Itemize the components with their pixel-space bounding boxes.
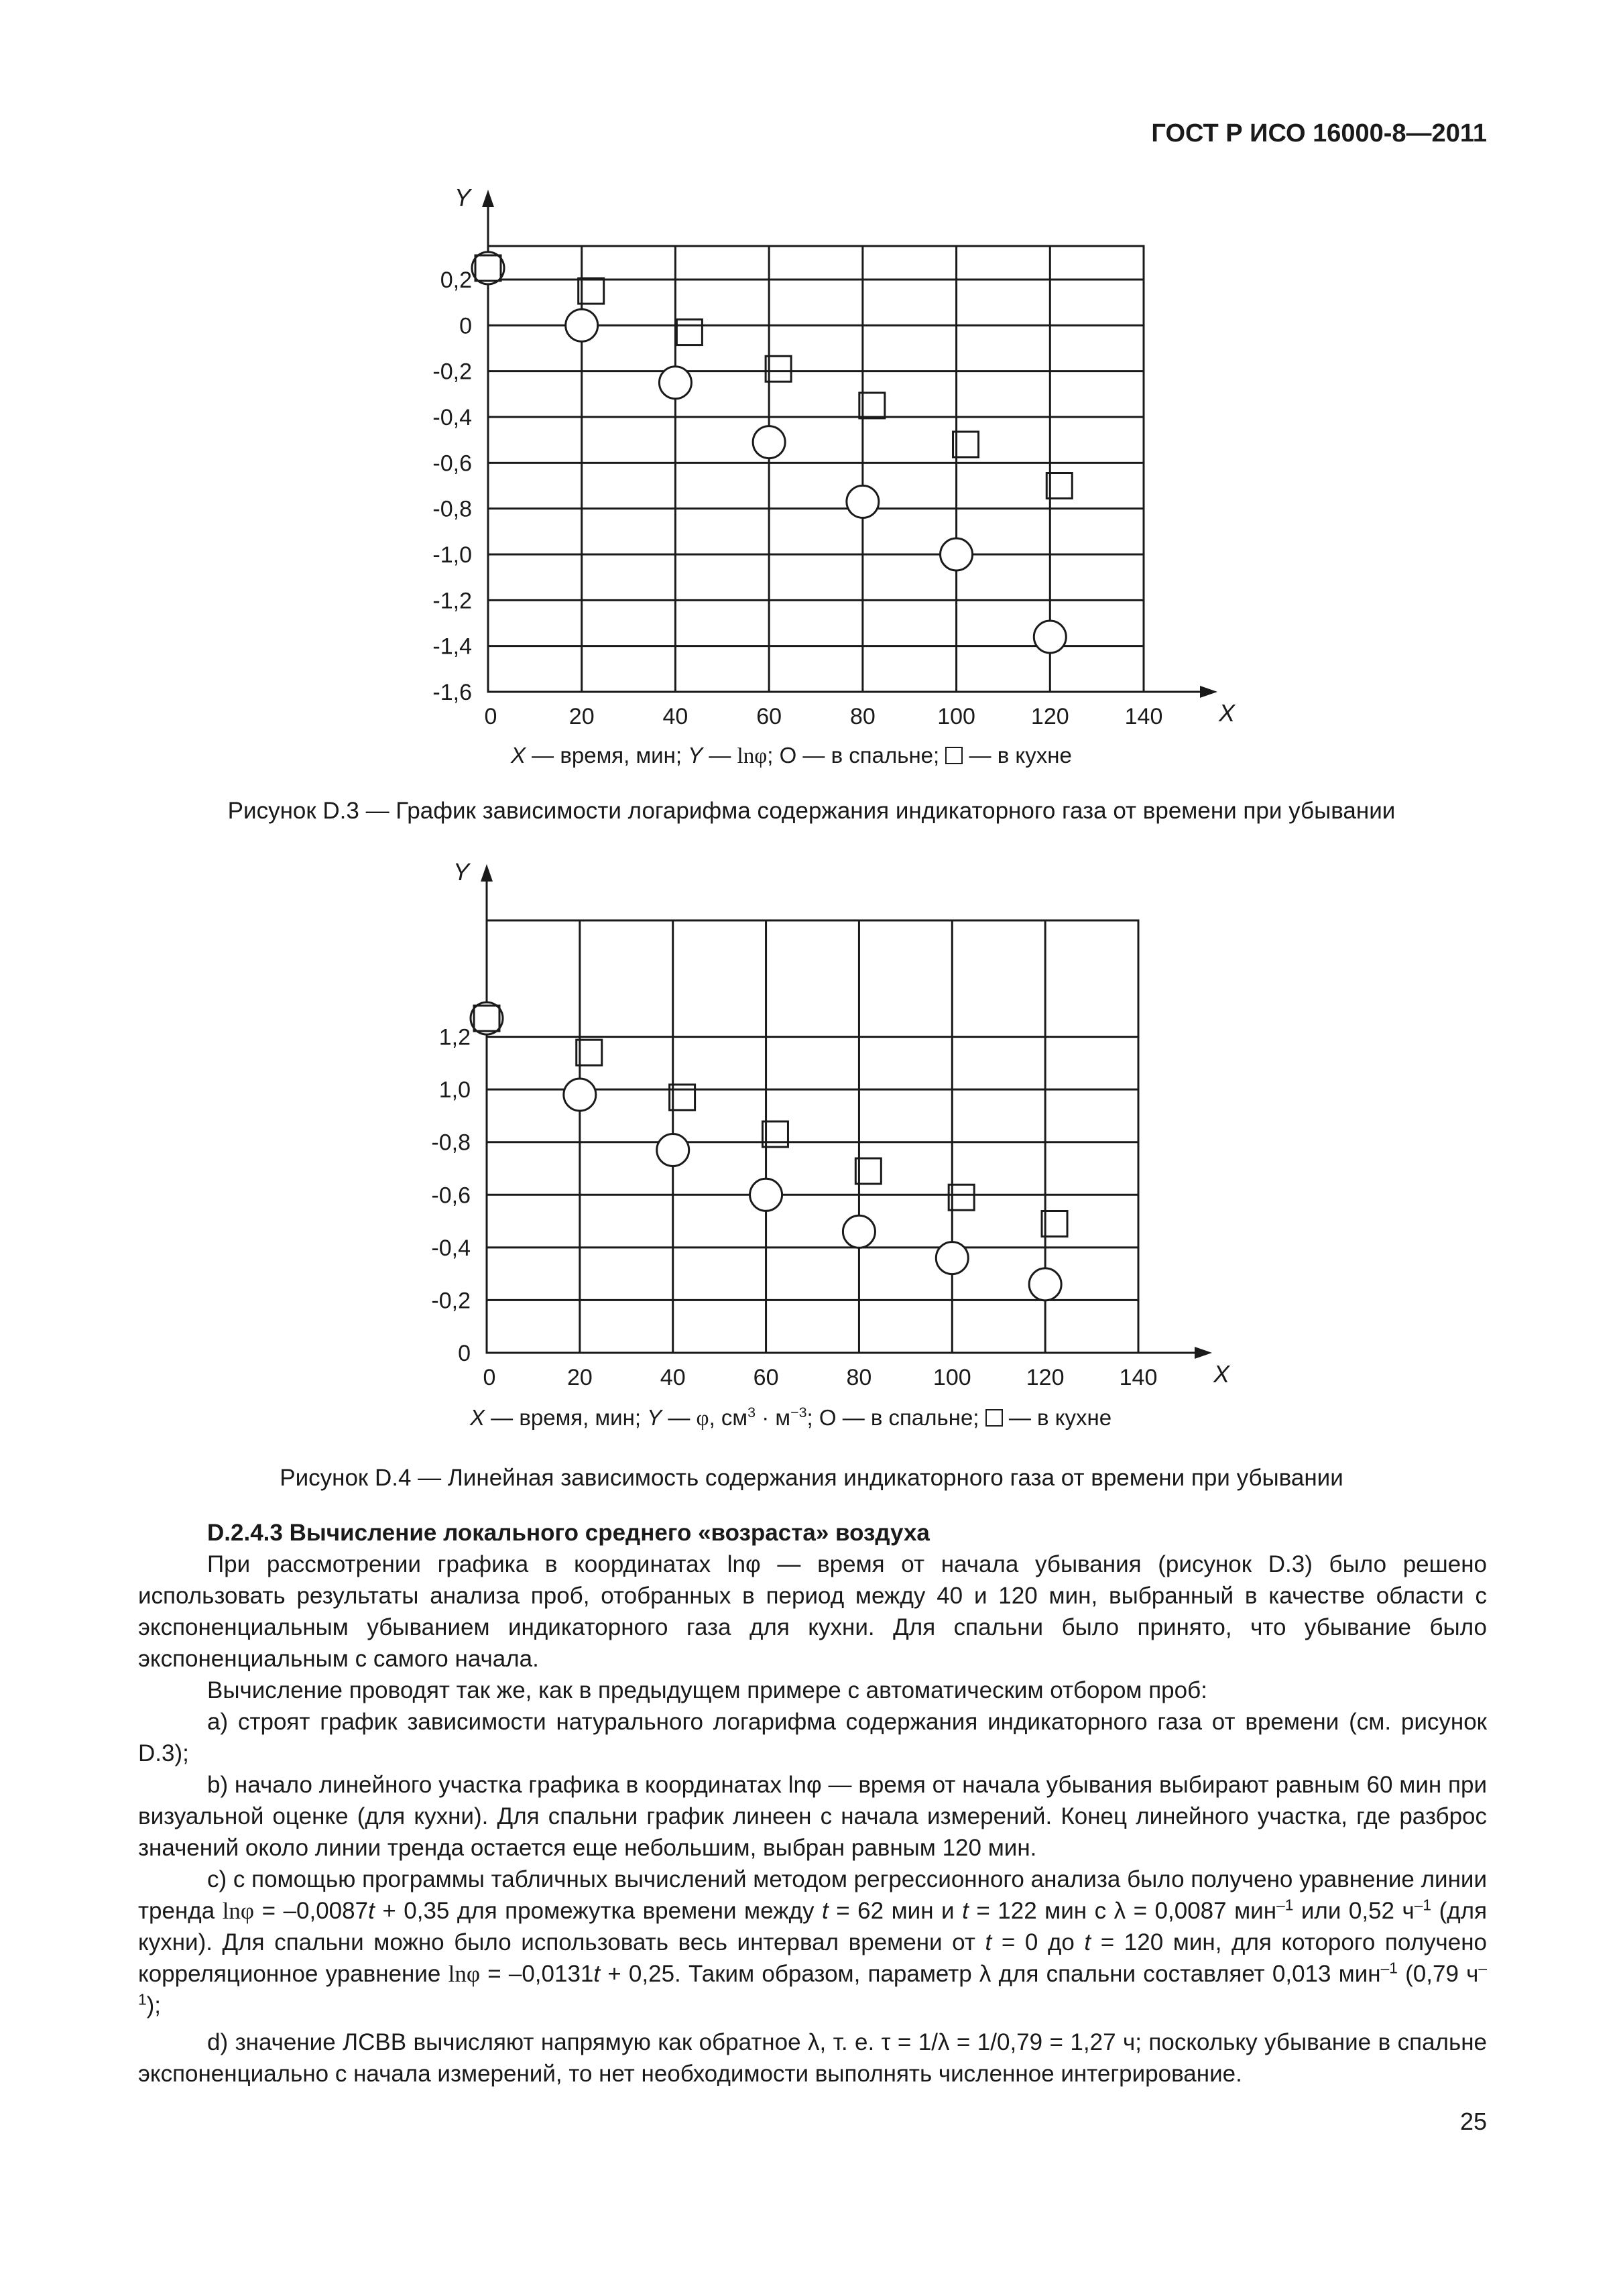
section-title: D.2.4.3 Вычисление локального среднего «возраста» воздуха [207, 1520, 930, 1546]
figure-d3-caption: Рисунок D.3 — График зависимости логарифма содержания индикаторного газа от времени при убывании [227, 798, 1396, 824]
legend-series1: ; О — в спальне; [806, 1405, 985, 1430]
x-tick-label: 120 [1030, 704, 1069, 729]
data-point-circle [657, 1134, 689, 1166]
x-tick-label: 20 [568, 704, 595, 729]
data-point-circle [753, 426, 785, 459]
paragraph-6: d) значение ЛСВВ вычисляют напрямую как обратное λ, т. е. τ = 1/λ = 1/0,79 = 1,27 ч; поскольку убывание в спальне экспоненциально с начала измерений, то нет необходимости выполнять численное интегрирование. [138, 2029, 1487, 2087]
document-header: ГОСТ Р ИСО 16000-8—2011 [1151, 119, 1487, 147]
p5-text: (0,79 ч [1397, 1961, 1479, 1987]
paragraph-3: a) строят график зависимости натурального логарифма содержания индикаторного газа от времени (см. рисунок D.3); [138, 1709, 1487, 1766]
data-point-circle [941, 538, 973, 570]
x-axis-label: X [1213, 1360, 1230, 1388]
x-tick-label: 80 [849, 704, 876, 729]
legend-x-desc: — время, мин; [526, 743, 688, 768]
x-tick-label: 100 [933, 1365, 971, 1390]
x-tick-label: 0 [484, 704, 497, 729]
p5-text: = –0,0087 [254, 1898, 369, 1924]
data-point-circle [564, 1079, 596, 1111]
data-point-circle [566, 309, 598, 341]
legend-x-name: X [470, 1405, 485, 1430]
legend-sup-1: 3 [747, 1404, 756, 1421]
legend-series2: — в кухне [1002, 1405, 1112, 1430]
p5-text: = 62 мин и [828, 1898, 963, 1924]
legend-y-quantity: lnφ [737, 744, 768, 768]
data-point-circle [750, 1179, 782, 1211]
p5-text: = 122 мин с λ = 0,0087 мин [968, 1898, 1277, 1924]
p5-sup: –1 [138, 1959, 1487, 2008]
x-tick-label: 40 [660, 1365, 686, 1390]
data-point-circle [1029, 1268, 1061, 1301]
legend-x-desc: — время, мин; [485, 1405, 648, 1430]
paragraph-2: Вычисление проводят так же, как в предыдущем примере с автоматическим отбором проб: [207, 1677, 1207, 1703]
legend-y-desc: — [703, 743, 737, 768]
y-axis-arrow [482, 190, 494, 207]
x-axis-arrow [1195, 1347, 1212, 1359]
x-axis-arrow [1200, 686, 1217, 698]
figure-d4-chart [0, 838, 1623, 1428]
section-d243 [138, 1517, 1487, 2090]
y-tick-label: -0,6 [431, 1183, 471, 1209]
page-number: 25 [1459, 2108, 1487, 2135]
y-tick-label: -0,4 [432, 405, 472, 430]
x-tick-label: 140 [1124, 704, 1163, 729]
paragraph-1: При рассмотрении графика в координатах lnφ — время от начала убывания (рисунок D.3) было решено использовать результаты анализа проб, отобранных в период между 40 и 120 мин, выбранный в качестве области с экспоненциальным убыванием индикаторного газа для кухни. Для спальни было принято, что убывание было экспоненциальным с самого начала. [138, 1551, 1487, 1672]
paragraph-5 [138, 1864, 1487, 2021]
p5-text: = 0 до [991, 1929, 1085, 1955]
data-point-circle [471, 1002, 503, 1034]
x-tick-label: 60 [756, 704, 782, 729]
x-tick-label: 60 [753, 1365, 779, 1390]
y-tick-label: -0,6 [432, 450, 472, 477]
y-tick-label: -0,8 [431, 1130, 471, 1156]
x-axis-label: X [1219, 699, 1236, 727]
data-point-circle [659, 367, 691, 399]
x-tick-label: 80 [846, 1365, 872, 1390]
p5-t: t [985, 1929, 992, 1955]
p5-text: c) с помощью программы табличных вычислений методом регрессионного анализа было получено уравнение линии тренда [138, 1866, 1487, 1924]
figure-d3-legend [511, 743, 1072, 769]
data-point-circle [936, 1242, 968, 1274]
legend-y-quantity: φ [696, 1406, 709, 1431]
data-point-circle [472, 252, 504, 284]
paragraph-4: b) начало линейного участка графика в координатах lnφ — время от начала убывания выбирают равным 60 мин при визуальной оценке (для кухни). Для спальни график линеен с начала измерений. Конец линейного участка, где разброс значений около линии тренда остается еще небольшим, выбран равным 120 мин. [138, 1772, 1487, 1861]
y-tick-label: -1,2 [432, 588, 472, 614]
y-tick-label: -0,8 [432, 496, 472, 522]
p5-text: + 0,35 для промежутка времени между [374, 1898, 822, 1924]
legend-series1: ; О — в спальне; [767, 743, 946, 768]
y-tick-label: -1,4 [432, 633, 472, 660]
x-tick-label: 100 [937, 704, 975, 729]
y-tick-label: -0,2 [432, 359, 472, 385]
data-point-circle [1034, 621, 1066, 653]
p5-t: t [368, 1898, 375, 1924]
y-tick-label: -0,4 [431, 1235, 471, 1261]
data-point-circle [843, 1215, 875, 1248]
p5-text: ); [146, 1992, 162, 2018]
x-tick-label: 40 [662, 704, 688, 729]
y-tick-label: -0,2 [431, 1288, 471, 1314]
p5-t: t [593, 1961, 601, 1987]
y-tick-label: -1,0 [432, 542, 472, 568]
y-tick-label: 0,2 [440, 267, 472, 293]
p5-text: = –0,0131 [480, 1961, 594, 1987]
y-tick-label: -1,6 [432, 680, 472, 705]
x-tick-label: 120 [1026, 1365, 1065, 1390]
square-marker-icon [985, 1409, 1003, 1427]
p5-text: (для кухни). Для спальни можно было использовать весь интервал времени от [138, 1898, 1488, 1955]
figure-d3-chart [0, 0, 1623, 751]
data-point-circle [847, 485, 879, 518]
y-axis-arrow [481, 864, 493, 882]
legend-x-name: X [511, 743, 526, 768]
p5-sup: –1 [1380, 1959, 1398, 1977]
p5-t: t [1084, 1929, 1091, 1955]
p5-t: t [822, 1898, 829, 1924]
y-tick-label: 1,0 [438, 1077, 471, 1103]
p5-t: t [962, 1898, 969, 1924]
legend-sup-2: −3 [790, 1404, 807, 1421]
y-tick-label: 0 [458, 1341, 471, 1366]
legend-y-name: Y [647, 1405, 662, 1430]
y-tick-label: 0 [459, 313, 472, 339]
legend-y-units: , см [709, 1405, 748, 1430]
figure-d4-caption: Рисунок D.4 — Линейная зависимость содержания индикаторного газа от времени при убывании [280, 1465, 1343, 1491]
x-tick-label: 140 [1119, 1365, 1158, 1390]
p5-lnphi: lnφ [222, 1898, 255, 1924]
figure-d4-legend [470, 1405, 1111, 1431]
x-tick-label: 20 [566, 1365, 593, 1390]
p5-text: или 0,52 ч [1293, 1898, 1415, 1924]
legend-y-name: Y [688, 743, 703, 768]
y-axis-label: Y [453, 858, 470, 886]
legend-series2: — в кухне [963, 743, 1072, 768]
legend-units-mid: · м [756, 1405, 791, 1430]
data-point-square [676, 320, 702, 345]
legend-y-desc: — [662, 1405, 697, 1430]
y-tick-label: 1,2 [438, 1024, 471, 1050]
p5-sup: –1 [1276, 1896, 1294, 1914]
y-axis-label: Y [455, 184, 471, 211]
p5-sup: –1 [1414, 1896, 1432, 1914]
p5-text: = 120 мин, для которого получено корреляционное уравнение [138, 1929, 1487, 1987]
p5-text: + 0,25. Таким образом, параметр λ для спальни составляет 0,013 мин [600, 1961, 1381, 1987]
x-tick-label: 0 [483, 1365, 496, 1390]
p5-lnphi: lnφ [448, 1961, 481, 1987]
square-marker-icon [945, 747, 963, 764]
